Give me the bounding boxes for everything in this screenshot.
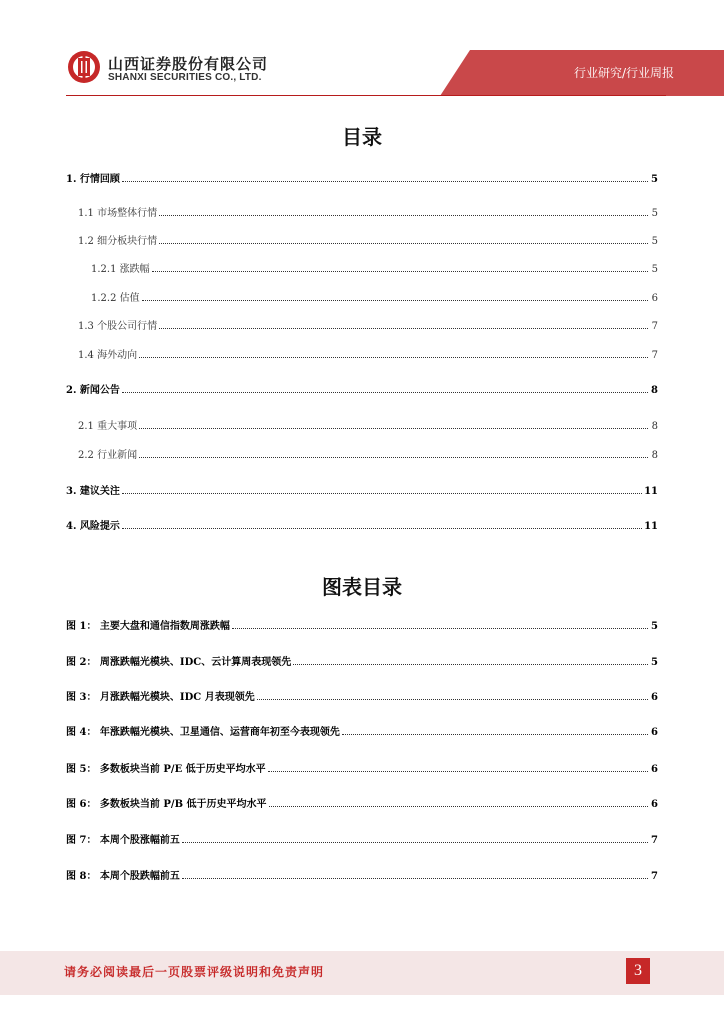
dot-leader <box>182 878 648 879</box>
figure-entry-label: 图 7： 本周个股涨幅前五 <box>66 835 180 846</box>
toc-entry[interactable] <box>91 259 658 275</box>
toc-entry-page: 7 <box>651 350 658 361</box>
toc-entry-page: 11 <box>644 486 658 497</box>
dot-leader <box>269 806 648 807</box>
toc-entry-page: 5 <box>651 264 658 275</box>
toc-entry-page: 8 <box>651 385 658 396</box>
figure-entry-label: 图 3： 月涨跌幅光模块、IDC 月表现领先 <box>66 692 255 703</box>
footer-disclaimer: 请务必阅读最后一页股票评级说明和免责声明 <box>64 965 325 979</box>
dot-leader <box>152 271 648 272</box>
dot-leader <box>257 699 648 700</box>
figures-title: 图表目录 <box>322 575 402 599</box>
dot-leader <box>159 243 648 244</box>
toc-entry[interactable] <box>78 416 658 432</box>
figure-entry[interactable] <box>66 866 658 882</box>
figure-entry-page: 7 <box>651 871 658 882</box>
figure-entry-page: 6 <box>651 799 658 810</box>
dot-leader <box>122 493 642 494</box>
figure-entry[interactable] <box>66 687 658 703</box>
toc-entry-label: 2. 新闻公告 <box>66 385 120 396</box>
toc-entry-page: 5 <box>651 236 658 247</box>
toc-entry-label: 1.2.2 估值 <box>91 293 140 304</box>
dot-leader <box>232 628 648 629</box>
figure-entry[interactable] <box>66 616 658 632</box>
figure-entry-page: 5 <box>651 657 658 668</box>
toc-entry-label: 1.2 细分板块行情 <box>78 236 158 247</box>
figure-entry-page: 6 <box>651 692 658 703</box>
toc-entry[interactable] <box>66 516 658 532</box>
toc-entry-page: 11 <box>644 521 658 532</box>
dot-leader <box>159 215 648 216</box>
dot-leader <box>142 300 648 301</box>
dot-leader <box>139 457 648 458</box>
dot-leader <box>122 528 642 529</box>
toc-entry-page: 6 <box>651 293 658 304</box>
dot-leader <box>139 357 648 358</box>
figure-entry[interactable] <box>66 794 658 810</box>
toc-entry-label: 1.3 个股公司行情 <box>78 321 158 332</box>
toc-entry-label: 1.1 市场整体行情 <box>78 208 158 219</box>
figure-entry-page: 7 <box>651 835 658 846</box>
toc-entry-page: 8 <box>651 421 658 432</box>
toc-entry[interactable] <box>78 203 658 219</box>
report-category: 行业研究/行业周报 <box>573 66 674 80</box>
figure-entry-label: 图 1： 主要大盘和通信指数周涨跌幅 <box>66 621 230 632</box>
figure-entry[interactable] <box>66 759 658 775</box>
figure-entry-label: 图 8： 本周个股跌幅前五 <box>66 871 180 882</box>
toc-entry[interactable] <box>66 380 658 396</box>
figure-entry-label: 图 4： 年涨跌幅光模块、卫星通信、运营商年初至今表现领先 <box>66 727 340 738</box>
toc-entry[interactable] <box>66 169 658 185</box>
figure-entry[interactable] <box>66 830 658 846</box>
toc-entry[interactable] <box>78 345 658 361</box>
toc-entry[interactable] <box>66 481 658 497</box>
page-header <box>0 0 724 100</box>
figure-entry[interactable] <box>66 652 658 668</box>
toc-title: 目录 <box>342 125 382 149</box>
page-number: 3 <box>626 958 650 984</box>
figure-entry[interactable] <box>66 722 658 738</box>
dot-leader <box>122 181 648 182</box>
toc-entry-page: 5 <box>651 208 658 219</box>
toc-entry-label: 3. 建议关注 <box>66 486 120 497</box>
toc-entry-label: 1. 行情回顾 <box>66 174 120 185</box>
figure-entry-page: 6 <box>651 764 658 775</box>
dot-leader <box>182 842 648 843</box>
toc-entry-label: 1.2.1 涨跌幅 <box>91 264 150 275</box>
toc-entry-label: 2.1 重大事项 <box>78 421 138 432</box>
toc-entry[interactable] <box>78 231 658 247</box>
toc-entry-page: 7 <box>651 321 658 332</box>
toc-entry-label: 2.2 行业新闻 <box>78 450 138 461</box>
toc-entry[interactable] <box>91 288 658 304</box>
company-logo-icon <box>66 49 102 85</box>
figure-entry-label: 图 5： 多数板块当前 P/E 低于历史平均水平 <box>66 764 266 775</box>
dot-leader <box>268 771 648 772</box>
toc-entry-label: 1.4 海外动向 <box>78 350 138 361</box>
company-name-en: SHANXI SECURITIES CO., LTD. <box>108 72 262 83</box>
toc-entry[interactable] <box>78 316 658 332</box>
toc-entry-page: 8 <box>651 450 658 461</box>
dot-leader <box>293 664 648 665</box>
dot-leader <box>122 392 648 393</box>
dot-leader <box>139 428 648 429</box>
figure-entry-label: 图 6： 多数板块当前 P/B 低于历史平均水平 <box>66 799 267 810</box>
figure-entry-label: 图 2： 周涨跌幅光模块、IDC、云计算周表现领先 <box>66 657 292 668</box>
figure-entry-page: 5 <box>651 621 658 632</box>
header-divider <box>66 95 666 96</box>
toc-entry-page: 5 <box>651 174 658 185</box>
toc-entry-label: 4. 风险提示 <box>66 521 120 532</box>
figure-entry-page: 6 <box>651 727 658 738</box>
dot-leader <box>159 328 648 329</box>
dot-leader <box>342 734 648 735</box>
company-name-cn: 山西证券股份有限公司 <box>108 55 269 73</box>
toc-entry[interactable] <box>78 445 658 461</box>
